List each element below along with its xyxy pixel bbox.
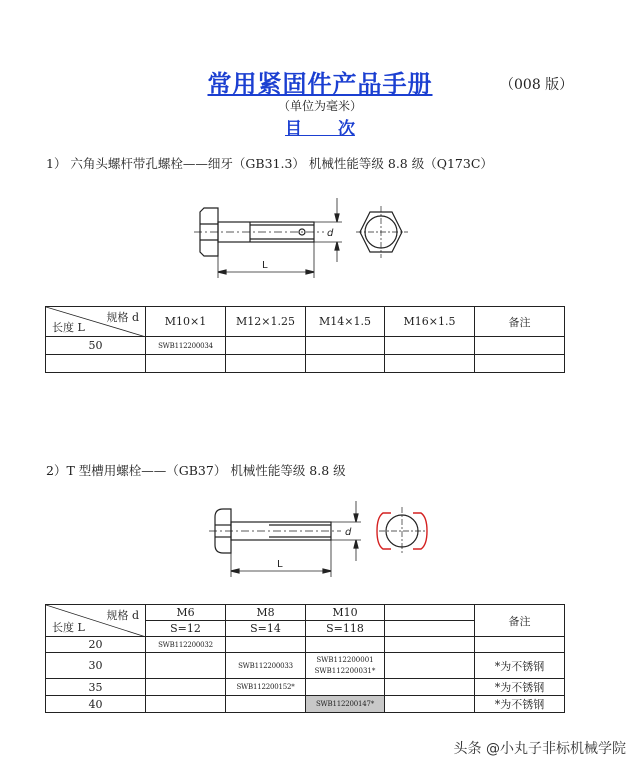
spec-header: M16×1.5: [385, 307, 475, 337]
table-row: [46, 337, 565, 355]
part-code-cell: [306, 637, 385, 653]
remark-cell: *为不锈钢: [475, 679, 565, 696]
t-slot-bolt-drawing: [205, 495, 435, 580]
length-label: L: [277, 559, 283, 570]
part-code-cell: [146, 653, 226, 679]
corner-header: [46, 605, 146, 637]
spec-header: M12×1.25: [226, 307, 306, 337]
part-code-cell: SWB112200032: [146, 637, 226, 653]
length-cell: 50: [46, 337, 146, 355]
part-code-cell: [385, 337, 475, 355]
spec-header: M10×1: [146, 307, 226, 337]
part-code-cell: [226, 337, 306, 355]
remark-cell: [475, 355, 565, 373]
size-header: [385, 621, 475, 637]
part-code-cell-highlighted: SWB112200147*: [306, 696, 385, 713]
part-code-cell: SWB112200001 SWB112200031*: [306, 653, 385, 679]
document-title: 常用紧固件产品手册: [207, 69, 433, 98]
remark-cell: *为不锈钢: [475, 696, 565, 713]
part-code-cell: [226, 696, 306, 713]
table-hex-bolt: [45, 306, 565, 373]
part-code-cell: [306, 337, 385, 355]
corner-length-label: 长度 L: [52, 621, 85, 634]
part-code-cell: [226, 637, 306, 653]
remark-cell: [475, 337, 565, 355]
size-header: S=118: [306, 621, 385, 637]
part-code-cell: [146, 679, 226, 696]
length-cell: 35: [46, 679, 146, 696]
remark-cell: *为不锈钢: [475, 653, 565, 679]
length-cell: [46, 355, 146, 373]
length-cell: 30: [46, 653, 146, 679]
part-code-cell: [385, 355, 475, 373]
edition-label: （008 版）: [500, 77, 574, 93]
table-row: [46, 679, 565, 696]
section2-heading: 2）T 型槽用螺栓——（GB37） 机械性能等级 8.8 级: [46, 463, 346, 478]
spec-header: M8: [226, 605, 306, 621]
part-code-cell: [385, 696, 475, 713]
part-code-cell: [385, 637, 475, 653]
length-cell: 40: [46, 696, 146, 713]
hex-bolt-drawing: [190, 190, 420, 280]
diameter-label: d: [345, 527, 352, 538]
length-label: L: [262, 260, 268, 271]
size-header: S=12: [146, 621, 226, 637]
part-code-cell: [385, 679, 475, 696]
part-code-cell: [306, 679, 385, 696]
spec-header: M6: [146, 605, 226, 621]
spec-header: [385, 605, 475, 621]
size-header: S=14: [226, 621, 306, 637]
table-row: [46, 355, 565, 373]
remark-cell: [475, 637, 565, 653]
part-code-cell: [146, 355, 226, 373]
table-t-slot-bolt: [45, 604, 565, 713]
diameter-label: d: [327, 228, 334, 239]
table-row: [46, 696, 565, 713]
part-code-cell: [146, 696, 226, 713]
corner-spec-label: 规格 d: [106, 311, 139, 324]
part-code-cell: [306, 355, 385, 373]
table-row: [46, 653, 565, 679]
spec-header: M14×1.5: [306, 307, 385, 337]
toc-heading: 目 次: [285, 119, 355, 139]
part-code-cell: [385, 653, 475, 679]
corner-length-label: 长度 L: [52, 321, 85, 334]
corner-header: [46, 307, 146, 337]
watermark: 头条 @小丸子非标机械学院: [453, 741, 626, 757]
part-code-cell: [226, 355, 306, 373]
section1-heading: 1） 六角头螺杆带孔螺栓——细牙（GB31.3） 机械性能等级 8.8 级（Q173C）: [46, 156, 493, 171]
part-code-cell: SWB112200033: [226, 653, 306, 679]
unit-note: （单位为毫米）: [277, 99, 362, 113]
length-cell: 20: [46, 637, 146, 653]
part-code-cell: SWB112200034: [146, 337, 226, 355]
remark-header: 备注: [475, 605, 565, 637]
corner-spec-label: 规格 d: [106, 609, 139, 622]
remark-header: 备注: [475, 307, 565, 337]
spec-header: M10: [306, 605, 385, 621]
part-code-cell: SWB112200152*: [226, 679, 306, 696]
table-row: [46, 637, 565, 653]
